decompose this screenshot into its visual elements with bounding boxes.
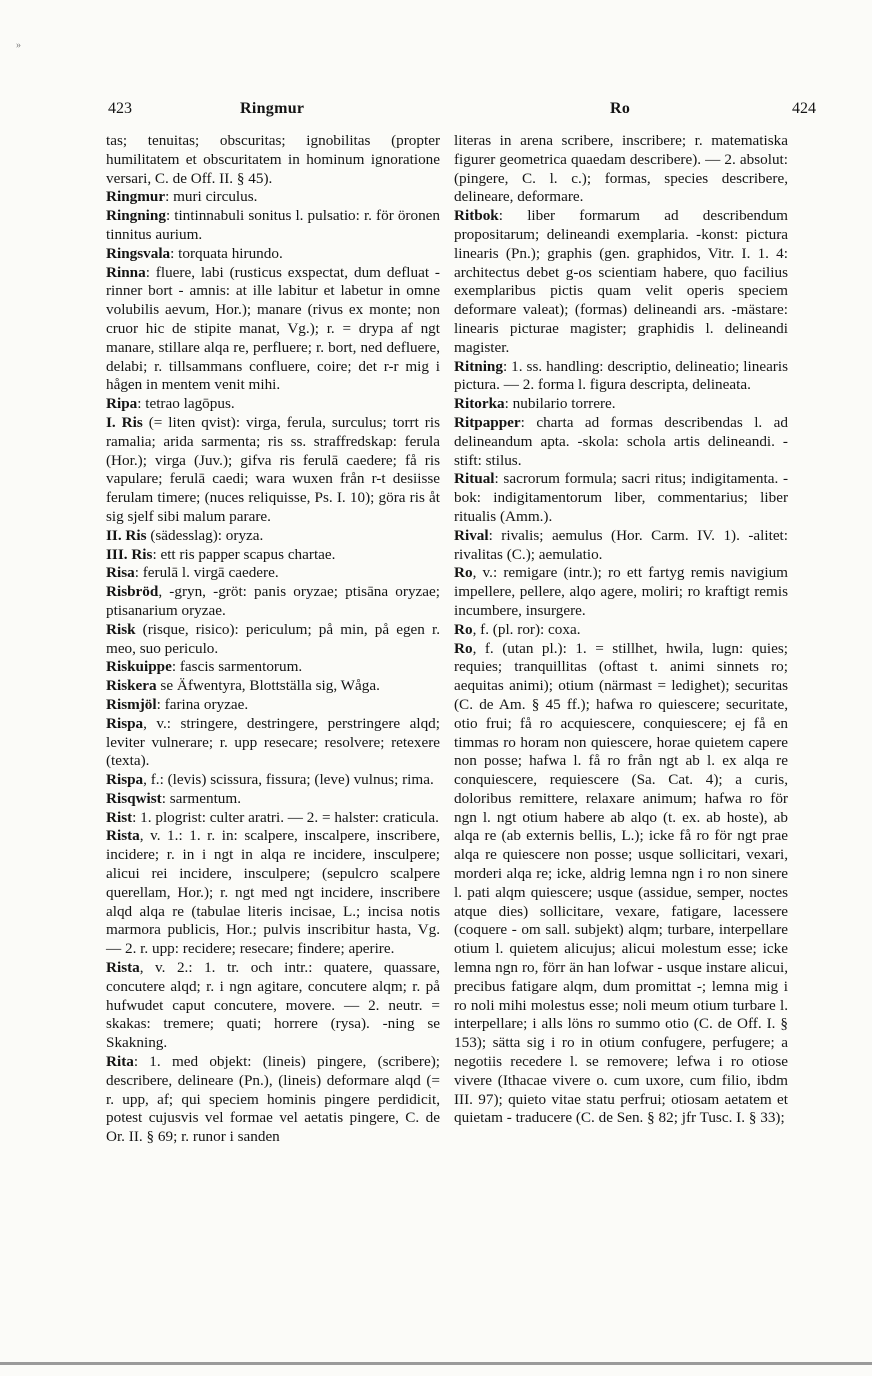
entry-headword: Ringmur: [106, 188, 166, 206]
page-number-right: 424: [792, 100, 816, 117]
entry: Riskuippe: fascis sarmentorum.: [106, 658, 303, 676]
entry-headword: Risa: [106, 564, 135, 582]
entry: Rita: 1. med objekt: (lineis) pingere, (scribere); describere, delineare (Pn.), (lineis) deformare alqd (= r. upp, af; qui speciem hominis pingere perdidicit, potest cujusvis vel formae vel aetatis pingere, C. de Or. II. § 69; r. runor i sanden: [106, 1053, 440, 1146]
entry: Risa: ferulā l. virgā caedere.: [106, 564, 279, 582]
entry: Rispa, v.: stringere, destringere, perstringere alqd; leviter vulnerare; r. upp resecare; resolvere; retexere (texta).: [106, 714, 440, 770]
entry-headword: Rista: [106, 827, 140, 845]
entry-headword: Ritbok: [454, 207, 499, 225]
entry: Ritorka: nubilario torrere.: [454, 395, 616, 413]
entry: Risk (risque, risico): periculum; på min, på egen r. meo, suo periculo.: [106, 620, 440, 657]
running-header: [108, 100, 816, 122]
entry-headword: II. Ris: [106, 526, 147, 544]
entry: Ritning: 1. ss. handling: descriptio, delineatio; linearis pictura. — 2. forma l. figura descripta, delineata.: [454, 357, 788, 394]
entry-headword: Ritning: [454, 357, 503, 375]
entry-headword: Ripa: [106, 395, 138, 413]
entry-headword: Rismjöl: [106, 695, 157, 713]
entry-headword: Rispa: [106, 714, 144, 732]
scan-edge-rule: [0, 1362, 872, 1365]
entry-headword: Riskuippe: [106, 658, 172, 676]
entry: Ringning: tintinnabuli sonitus l. pulsatio: r. för öronen tinnitus aurium.: [106, 207, 440, 243]
entry: II. Ris (sädesslag): oryza.: [106, 526, 264, 544]
running-headword-left: Ringmur: [240, 100, 305, 117]
entry-headword: III. Ris: [106, 545, 153, 563]
entry: III. Ris: ett ris papper scapus chartae.: [106, 545, 336, 563]
entry-headword: Ritorka: [454, 395, 505, 413]
entry: Rismjöl: farina oryzae.: [106, 695, 249, 713]
entry-headword: Rita: [106, 1053, 134, 1071]
entry: Ripa: tetrao lagōpus.: [106, 395, 235, 413]
entry-headword: Rista: [106, 959, 140, 977]
entry: Ro, f. (pl. ror): coxa.: [454, 620, 581, 638]
page-number-left: 423: [108, 100, 132, 117]
right-column: [454, 132, 788, 1128]
entry-headword: I. Ris: [106, 413, 143, 431]
entry: Rispa, f.: (levis) scissura, fissura; (leve) vulnus; rima.: [106, 771, 434, 789]
entry-headword: Ro: [454, 639, 473, 657]
entry: Rista, v. 2.: 1. tr. och intr.: quatere, quassare, concutere alqd; r. i ngn agitare, concutere alqm; r. på hufwudet caput concutere, movere. — 2. neutr. = skakas: tremere; quati; horrere (rysa). -ning se Skakning.: [106, 959, 440, 1052]
entry-headword: Ringsvala: [106, 244, 171, 262]
entry-headword: Ritual: [454, 470, 495, 488]
entry: Ringsvala: torquata hirundo.: [106, 244, 283, 262]
entry-headword: Ritpapper: [454, 413, 521, 431]
entry: Rist: 1. plogrist: culter aratri. — 2. = halster: craticula.: [106, 808, 439, 826]
entry: Ritpapper: charta ad formas describendas l. ad delineandum apta. -skola: schola artis delineandi. -stift: stilus.: [454, 413, 788, 469]
entry-headword: Risk: [106, 620, 136, 638]
entry: Ro, v.: remigare (intr.); ro ett fartyg remis navigium impellere, pellere, alqo agere, moliri; ro kraftigt remis incumbere, insurgere.: [454, 564, 788, 619]
entry-headword: Riskera: [106, 677, 157, 695]
entry-headword: Ro: [454, 620, 473, 638]
entry: Ritual: sacrorum formula; sacri ritus; indigitamenta. -bok: indigitamentorum liber, commentarius; liber ritualis (Amm.).: [454, 470, 788, 525]
corner-mark: »: [16, 40, 21, 51]
entry: tas; tenuitas; obscuritas; ignobilitas (propter humilitatem et obscuritatem in hominum ignoratione versari, C. de Off. II. § 45).: [106, 132, 440, 187]
entry-headword: Rispa: [106, 771, 144, 789]
entry: Rista, v. 1.: 1. r. in: scalpere, inscalpere, inscribere, incidere; r. in i ngt in alqa re incidere, insculpere; alicui rei incidere, insculpere; (sepulcro scalpere querellam, Hor.); r. ngt med ngt incidere, inscribere alqd alqa re (tabulae literis incisae, L.; incisa notis marmora publicis, Hor.; pulvis inscribitur hasta, Vg. — 2. r. upp: recidere; resecare; findere; aperire.: [106, 827, 440, 958]
entry: Ro, f. (utan pl.): 1. = stillhet, hwila, lugn: quies; requies; tranquillitas (oftast t. animi sinnets ro; aequitas animi); otium (närmast = ledighet); securitas (C. de Am. § 45 ff.); hafwa ro quiescere; securitate, otio frui; få ro acquiescere, conquiescere; ej få en timmas ro horam non quiescere, horae quietem capere non posse; hafwa l. få ro från ngt ab l. ex alqa re conquiescere, requiescere (Sa. Cat. 4); a curis, doloribus remittere, relaxare animum; hafwa ro för ngn l. ngt otium habere ab alqo (t. ex. ab hoste), ab alqa re (ab externis bellis, L.); icke få ro för ngt prae alqa re quiescere non posse; usque sollicitari, vexari, morderi alqa re; icke, aldrig lemna ngn i ro non sinere l. pati alqm quiescere; usque (assidue, semper, noctes atque dies) sollicitare, vexare, fatigare, lacessere (coquere - om sall. subjekt) alqm; turbare, interpellare otium l. quietem alicujus; alicui molestum esse; icke lemna ngn ro, förr än han lofwar - usque instare alicui, precibus fatigare alqm, dum promittat -; lemna mig i ro noli mihi molestus esse; noli meum otium turbare l. interpellare; i alls löns ro summo otio (C. de Off. I. § 153); sätta sig i ro in otium confugere, perfugere; a negotiis recedere l. se removere; lefwa i ro otiose vivere (Ithacae vivere o. cum uxore, cum filio, ibdm III. 97); quieto vitae statu perfrui; otiosam aetatem et quietam - traducere (C. de Sen. § 82; jfr Tusc. I. § 33);: [454, 639, 788, 1127]
entry-headword: Rinna: [106, 263, 146, 281]
entry-headword: Rist: [106, 808, 133, 826]
entry-headword: Ro: [454, 564, 473, 582]
entry: Risbröd, -gryn, -gröt: panis oryzae; ptisāna oryzae; ptisanarium oryzae.: [106, 583, 440, 619]
entry: Ritbok: liber formarum ad describendum propositarum; delineandi exemplaria. -konst: pictura linearis (Pn.); graphis (gen. graphidos, Vitr. I. 1. 4: architectus debet g-os scientiam habere, quo facilius exemplaribus pictis quam velit operis speciem deformare valeat); (formas) delineandi ars. -mästare: linearis picturae magister; graphidis l. delineandi magister.: [454, 207, 788, 356]
entry: Rival: rivalis; aemulus (Hor. Carm. IV. 1). -alitet: rivalitas (C.); aemulatio.: [454, 526, 788, 563]
entry-headword: Rival: [454, 526, 489, 544]
entry: Ringmur: muri circulus.: [106, 188, 258, 206]
entry: Risqwist: sarmentum.: [106, 789, 241, 807]
entry-headword: Ringning: [106, 207, 166, 225]
entry-headword: Risbröd: [106, 583, 159, 601]
entry: I. Ris (= liten qvist): virga, ferula, surculus; torrt ris ramalia; arida sarmenta; ris ss. straffredskap: ferula (Hor.); virga (Juv.); gifva ris ferulā caedere; få ris vapulare; ferulā caedi; wara wuxen från r-t desiisse ferulam timere; (nuces reliquisse, Ps. I. 10); göra ris åt sig sjelf sibi malum parare.: [106, 413, 440, 525]
entry: literas in arena scribere, inscribere; r. matematiska figurer geometrica quaedam describere). — 2. absolut: (pingere, C. l. c.); formas, species describere, delineare, deformare.: [454, 132, 788, 206]
entry-headword: Risqwist: [106, 789, 162, 807]
entry: Rinna: fluere, labi (rusticus exspectat, dum defluat - rinner bort - amnis: at ille labitur et labetur in omne volubilis aevum, Hor.); manare (rivus ex monte; non cruor hic de stipite manat, Vg.); r. = drypa af ngt manare, stillare alqa re, perfluere; r. bort, ned defluere, delabi; r. tillsammans confluere, coire; det r-r mig i hågen in mentem venit mihi.: [106, 263, 440, 394]
entry: Riskera se Äfwentyra, Blottställa sig, Wåga.: [106, 677, 380, 695]
left-column: [106, 132, 440, 1147]
running-headword-right: Ro: [610, 100, 631, 117]
